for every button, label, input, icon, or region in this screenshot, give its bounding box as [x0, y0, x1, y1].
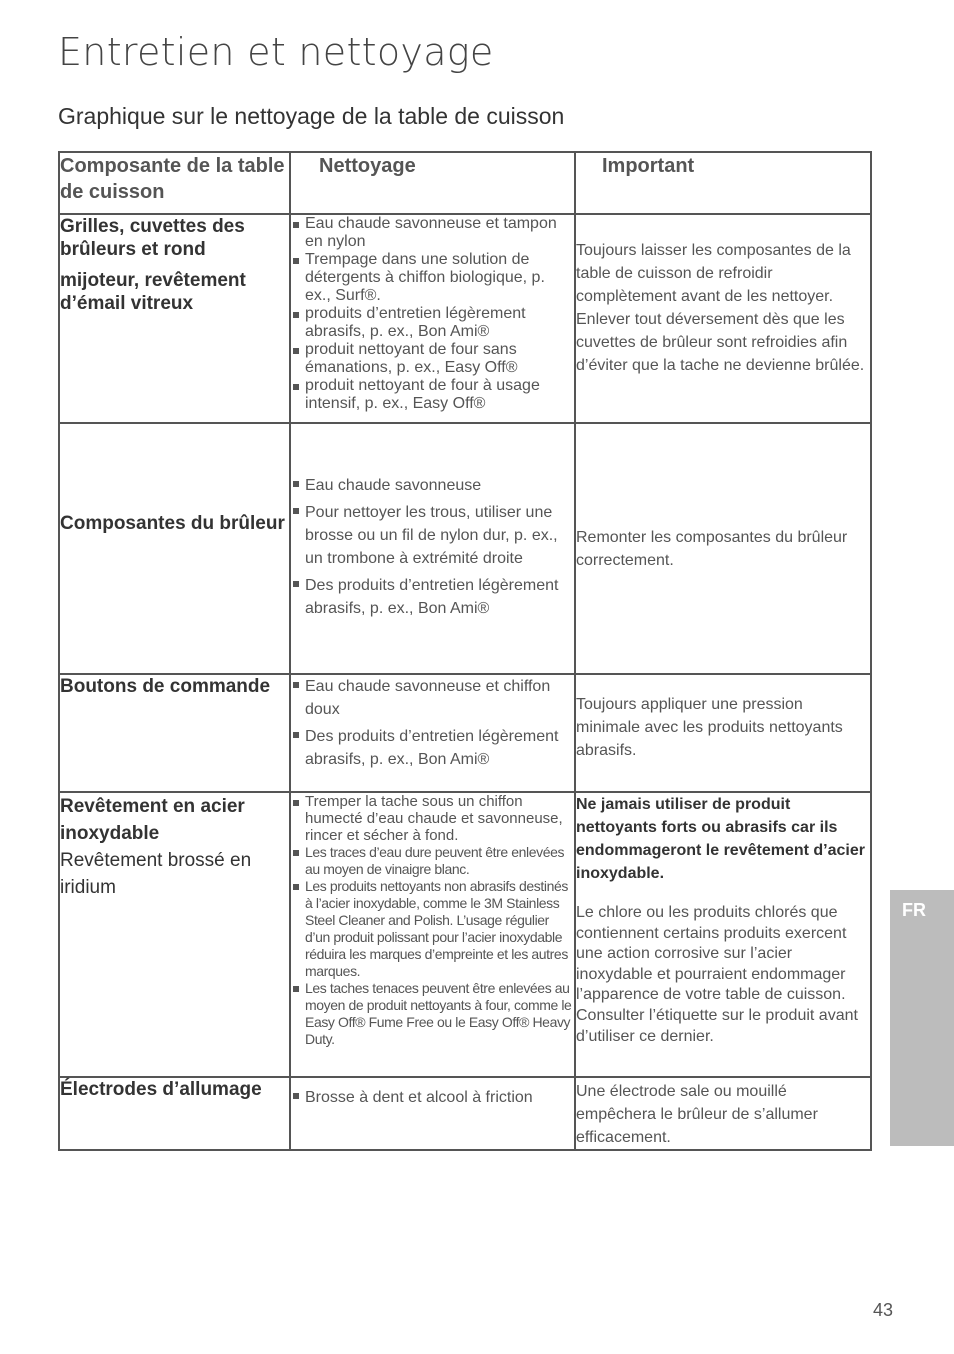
cleaning-item: Brosse à dent et alcool à friction: [291, 1086, 574, 1109]
component-line: Grilles, cuvettes des brûleurs et rond: [60, 216, 245, 260]
table-row: [59, 423, 871, 674]
cleaning-item: Eau chaude savonneuse et tampon en nylon: [291, 215, 574, 251]
row-cleaning: [290, 1077, 575, 1150]
cleaning-item: Pour nettoyer les trous, utiliser une brosse ou un fil de nylon dur, p. ex., un trombone à extrémité droite: [291, 501, 574, 570]
row-important: Remonter les composantes du brûleur correctement.: [575, 423, 871, 674]
component-line: mijoteur, revêtement d’émail vitreux: [60, 270, 246, 314]
row-component: [59, 214, 290, 423]
page-title: Entretien et nettoyage: [58, 30, 494, 74]
header-important: Important: [575, 152, 871, 214]
cleaning-chart-table: [58, 151, 872, 1151]
language-tab-label: FR: [902, 900, 926, 920]
row-important: Toujours appliquer une pression minimale avec les produits nettoyants abrasifs.: [575, 674, 871, 792]
cleaning-item: Les produits nettoyants non abrasifs destinés à l’acier inoxydable, comme le 3M Stainless Steel Cleaner and Polish. L’usage régulier d’un produit polissant pour l’acier inoxydable réduira les marques d’empreinte et les autres marques.: [291, 878, 574, 980]
language-tab: [890, 890, 954, 1146]
cleaning-item: Les taches tenaces peuvent être enlevées au moyen de produit nettoyants à four, comme le Easy Off® Fume Free ou le Easy Off® Heavy Duty.: [291, 980, 574, 1048]
header-component: Composante de la table de cuisson: [59, 152, 290, 214]
table-row: [59, 214, 871, 423]
cleaning-item: produit nettoyant de four à usage intensif, p. ex., Easy Off®: [291, 377, 574, 413]
row-component: Électrodes d’allumage: [59, 1077, 290, 1150]
table-row: [59, 792, 871, 1077]
warning-note: Ne jamais utiliser de produit nettoyants forts ou abrasifs car ils endommageront le revêtement d’acier inoxydable.: [576, 796, 865, 882]
cleaning-item: Des produits d’entretien légèrement abrasifs, p. ex., Bon Ami®: [291, 574, 574, 620]
cleaning-item: produit nettoyant de four sans émanations, p. ex., Easy Off®: [291, 341, 574, 377]
row-cleaning: [290, 423, 575, 674]
important-text: Le chlore ou les produits chlorés que contiennent certains produits exercent une action corrosive sur l’acier inoxydable et pourraient endommager l’apparence de votre table de cuisson. Consulter l’étiquette sur le produit avant d’utiliser ce dernier.: [576, 904, 858, 1045]
component-subtitle: Revêtement brossé en iridium: [60, 850, 252, 898]
cleaning-item: Trempage dans une solution de détergents à chiffon biologique, p. ex., Surf®.: [291, 251, 574, 305]
row-cleaning: [290, 214, 575, 423]
row-component: Composantes du brûleur: [59, 423, 290, 674]
table-row: [59, 1077, 871, 1150]
row-important: Toujours laisser les composantes de la table de cuisson de refroidir complètement avant de les nettoyer. Enlever tout déversement dès que les cuvettes de brûleur sont refroidies afin d’éviter que la tache ne devienne brûlée.: [575, 214, 871, 423]
cleaning-item: Tremper la tache sous un chiffon humecté d’eau chaude et savonneuse, rincer et sécher à fond.: [291, 793, 574, 844]
table-header-row: [59, 152, 871, 214]
row-component: Boutons de commande: [59, 674, 290, 792]
component-title: Revêtement en acier inoxydable: [60, 796, 245, 844]
table-row: [59, 674, 871, 792]
cleaning-item: Eau chaude savonneuse et chiffon doux: [291, 675, 574, 721]
row-component: [59, 792, 290, 1077]
row-cleaning: [290, 792, 575, 1077]
header-cleaning: Nettoyage: [290, 152, 575, 214]
cleaning-item: Des produits d’entretien légèrement abrasifs, p. ex., Bon Ami®: [291, 725, 574, 771]
row-important: [575, 792, 871, 1077]
section-subtitle: Graphique sur le nettoyage de la table de cuisson: [58, 103, 565, 129]
row-cleaning: [290, 674, 575, 792]
cleaning-item: Les traces d’eau dure peuvent être enlevées au moyen de vinaigre blanc.: [291, 844, 574, 878]
cleaning-item: produits d’entretien légèrement abrasifs, p. ex., Bon Ami®: [291, 305, 574, 341]
cleaning-item: Eau chaude savonneuse: [291, 474, 574, 497]
row-important: Une électrode sale ou mouillé empêchera le brûleur de s’allumer efficacement.: [575, 1077, 871, 1150]
page-number: 43: [873, 1300, 894, 1320]
